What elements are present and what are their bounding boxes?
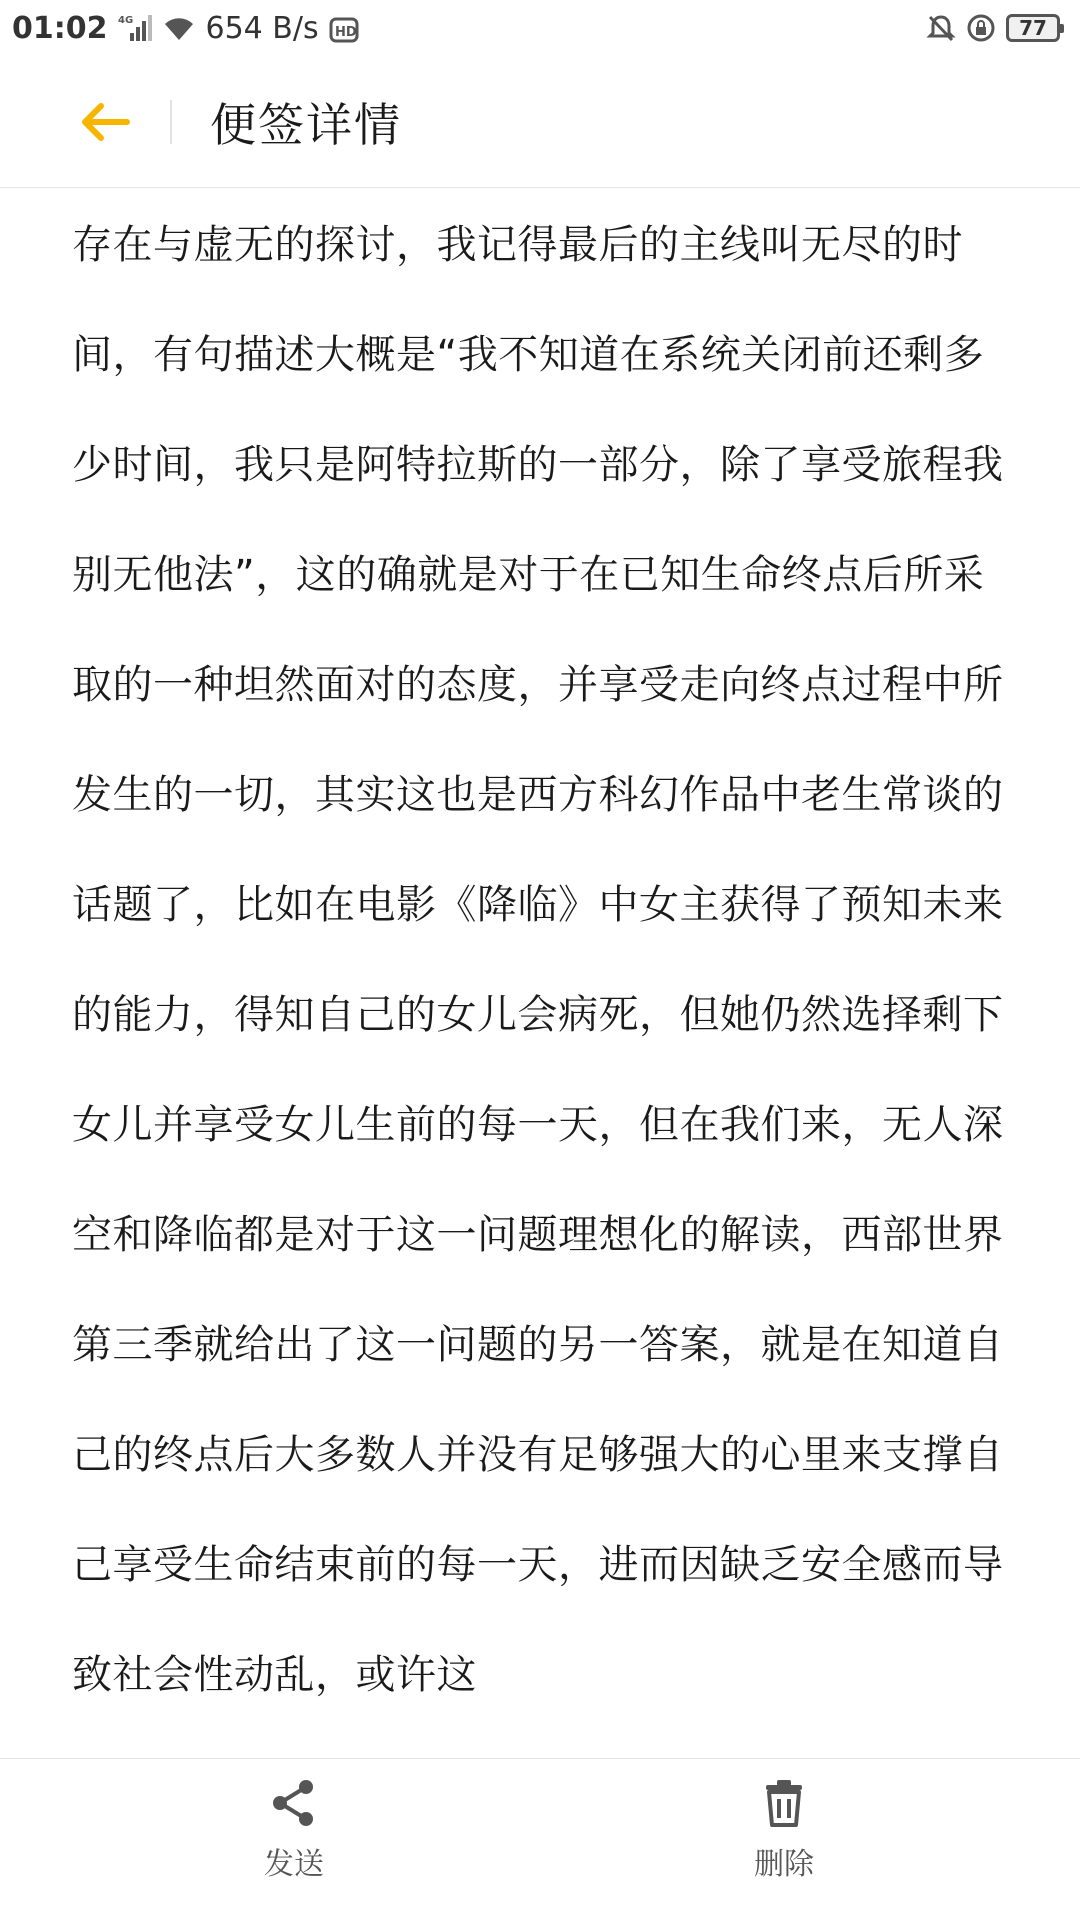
wifi-icon [162, 14, 196, 42]
note-text[interactable]: 存在与虚无的探讨，我记得最后的主线叫无尽的时间，有句描述大概是“我不知道在系统关闭前还剩多少时间，我只是阿特拉斯的一部分，除了享受旅程我别无他法”，这的确就是对于在已知生命终点后所采取的一种坦然面对的态度，并享受走向终点过程中所发生的一切，其实这也是西方科幻作品中老生常谈的话题了，比如在电影《降临》中女主获得了预知未来的能力，得知自己的女儿会病死，但她仍然选择剩下女儿并享受女儿生前的每一天，但在我们来，无人深空和降临都是对于这一问题理想化的解读，西部世界第三季就给出了这一问题的另一答案，就是在知道自己的终点后大多数人并没有足够强大的心里来支撑自己享受生命结束前的每一天，进而因缺乏安全感而导致社会性动乱，或许这 [72, 222, 1004, 1698]
network-speed: 654 B/s [205, 10, 319, 46]
note-content[interactable] [72, 190, 1008, 1758]
svg-text:4G: 4G [117, 15, 133, 26]
status-right [926, 13, 1068, 43]
app-header [0, 56, 1080, 188]
delete-label: 删除 [754, 1847, 814, 1882]
mute-bell-icon [926, 13, 956, 43]
page-title: 便签详情 [210, 97, 402, 152]
status-time: 01:02 [12, 10, 108, 46]
status-left [12, 11, 359, 46]
hd-icon [329, 13, 359, 43]
back-arrow-icon [79, 102, 131, 142]
trash-icon [758, 1777, 810, 1829]
battery-level: 77 [1019, 16, 1047, 40]
svg-text:HD: HD [334, 25, 357, 40]
back-button[interactable] [60, 77, 150, 167]
signal-icon [118, 13, 152, 43]
share-icon [268, 1777, 320, 1829]
send-label: 发送 [264, 1847, 324, 1882]
rotation-lock-icon [966, 13, 996, 43]
header-divider [170, 100, 172, 144]
send-button[interactable] [224, 1777, 364, 1883]
battery-icon [1006, 14, 1060, 42]
bottom-action-bar [0, 1758, 1080, 1920]
status-bar [0, 0, 1080, 56]
delete-button[interactable] [714, 1777, 854, 1883]
